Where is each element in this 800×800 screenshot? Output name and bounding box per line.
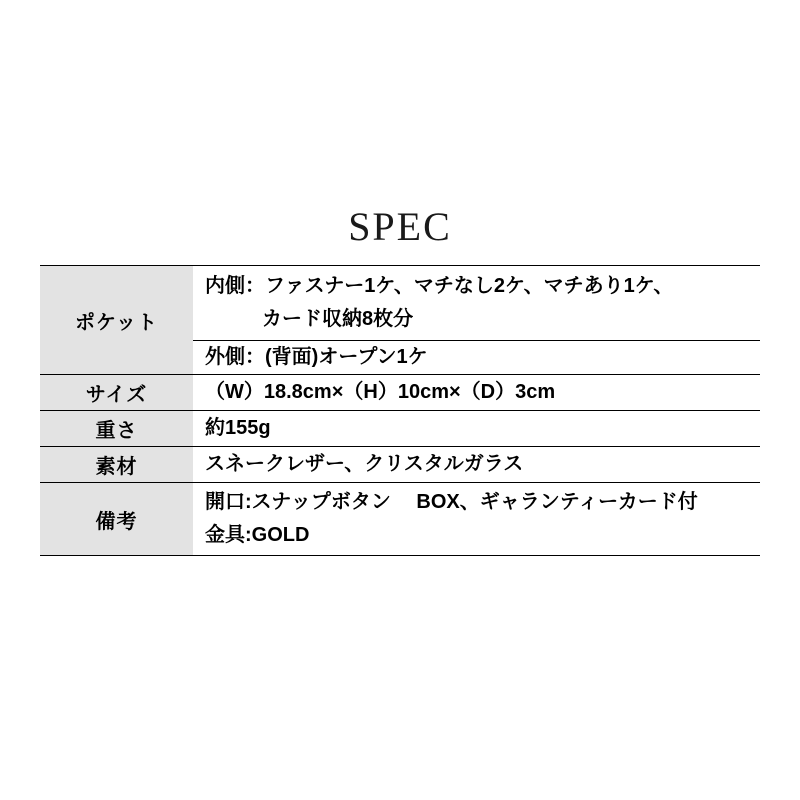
spec-row-notes xyxy=(40,483,760,556)
spec-row-pocket xyxy=(40,266,760,375)
row-value-notes xyxy=(193,483,760,555)
row-label-size: サイズ xyxy=(40,375,193,410)
value-line: 開口:スナップボタン BOX、ギャランティーカード付 xyxy=(205,491,698,513)
spec-row-size xyxy=(40,375,760,411)
value-line: 外側：(背面)オープン1ケ xyxy=(205,346,428,368)
spec-row-material xyxy=(40,447,760,483)
row-value-weight xyxy=(193,411,760,446)
spec-row-weight xyxy=(40,411,760,447)
row-value-pocket xyxy=(193,266,760,374)
row-value-material xyxy=(193,447,760,482)
row-value-size xyxy=(193,375,760,410)
value-line: 約155g xyxy=(205,417,271,439)
value-line: 金具:GOLD xyxy=(205,524,310,546)
value-line: （W）18.8cm×（H）10cm×（D）3cm xyxy=(205,381,556,403)
value-line: 内側：ファスナー1ケ、マチなし2ケ、マチあり1ケ、 xyxy=(205,275,674,297)
row-label-material: 素材 xyxy=(40,447,193,482)
row-label-weight: 重さ xyxy=(40,411,193,446)
pocket-inner-section xyxy=(193,266,760,340)
spec-table xyxy=(40,265,760,556)
row-label-pocket: ポケット xyxy=(40,266,193,374)
page-title: SPEC xyxy=(348,204,452,249)
row-label-notes: 備考 xyxy=(40,483,193,555)
pocket-outer-section xyxy=(193,340,760,374)
value-line: カード収納8枚分 xyxy=(262,308,414,330)
value-line: スネークレザー、クリスタルガラス xyxy=(205,453,524,475)
